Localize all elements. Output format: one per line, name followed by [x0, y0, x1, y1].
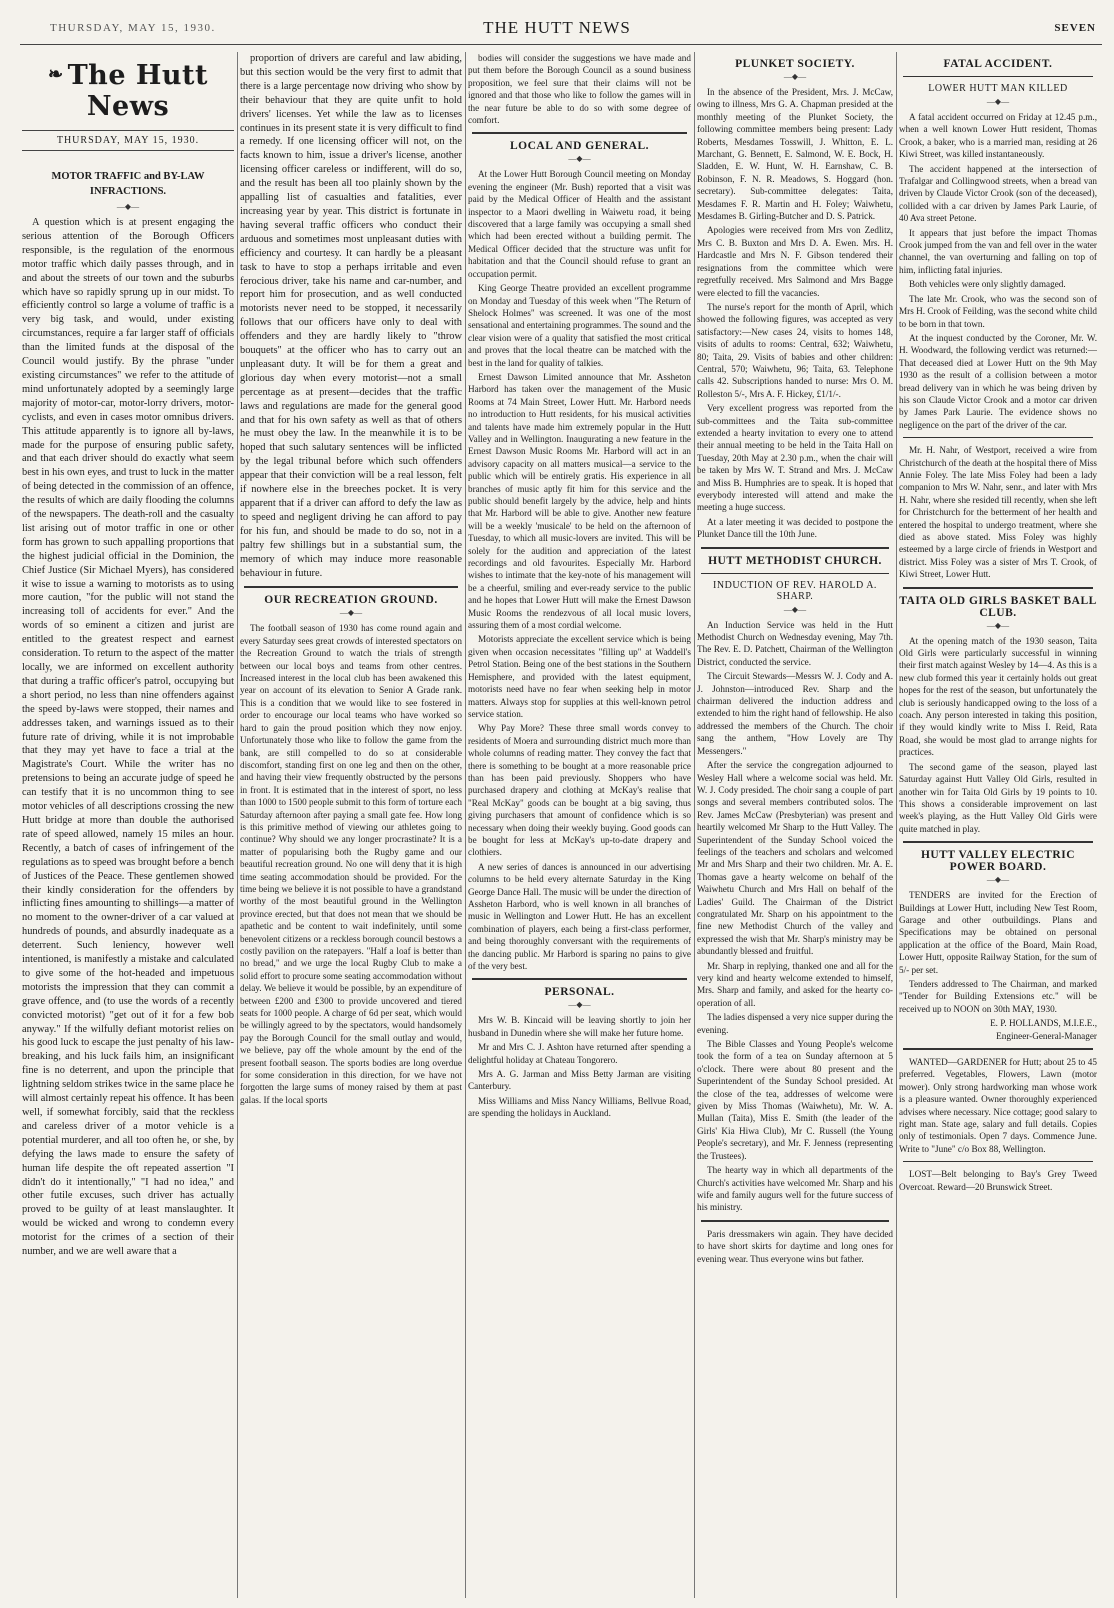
paragraph: WANTED—GARDENER for Hutt; about 25 to 45 preferred. Vegetables, Flowers, Lawn (motor mower). Only strong hardworking man whose work is a pleasure wanted. Owner thoroughly experienced advises where necessary. Nice cottage; good salary to right man. State age, salary and full details. Copies only of testimonials. Open 7 days. Commence June. Write to "June" c/o Box 88, Wellington.	[899, 1057, 1097, 1154]
paragraph: It appears that just before the impact Thomas Crook jumped from the van and fell over in the water channel, the van overturning and falling on top of him, inflicting fatal injuries.	[899, 227, 1097, 275]
paragraph: The hearty way in which all departments of the Church's activities have welcomed Mr. Sharp and his wife and family augurs well for the future success of his ministry.	[697, 1165, 893, 1213]
masthead	[22, 52, 234, 122]
fatal-accident-subheading: LOWER HUTT MAN KILLED	[928, 83, 1068, 94]
editorial-body	[22, 216, 234, 1259]
column-rule	[694, 52, 695, 1598]
section-rule	[903, 841, 1093, 843]
column-societies	[697, 52, 893, 1600]
paragraph: Paris dressmakers win again. They have decided to have short skirts for daytime and long ones for evening wear. Thus everyone wins but father.	[697, 1228, 893, 1264]
paragraph: bodies will consider the suggestions we have made and put them before the Borough Council as a sound business proposition, we feel sure that their claims will not be ignored and that those who like to follow the games will in the near future be able to do so with some degree of comfort.	[468, 53, 691, 126]
power-board-signature: E. P. HOLLANDS, M.I.E.E.,	[990, 1018, 1097, 1029]
paragraph: The Circuit Stewards—Messrs W. J. Cody and A. J. Johnston—introduced Rev. Sharp and the chairman delivered the induction address and extended to him the right hand of fellowship. He also addressed the members of the Church. The choir sang the anthem, "How Lovely are Thy Messengers."	[697, 671, 893, 756]
paragraph: TENDERS are invited for the Erection of Buildings at Lower Hutt, including New Test Room, Garage and other outbuildings. Plans and Specifications may be obtained on personal application at the office of the Board, Main Road, Lower Hutt, opposite Railway Station, for the sum of 5/- per set.	[899, 890, 1097, 975]
personal-body	[468, 1014, 691, 1119]
column-rule	[237, 52, 238, 1598]
section-rule	[701, 547, 889, 549]
ornament-divider: —◆—	[568, 154, 591, 164]
column-editorial-continued	[240, 52, 462, 1600]
section-rule	[701, 573, 889, 574]
paragraph: At the opening match of the 1930 season, Taita Old Girls were particularly successful in winning their first match against Wesley by 14—4. As this is a new club formed this year it certainly holds out great hopes for the rest of the season, but unfortunately the club is seriously handicapped owing to the loss of a coach. Any person interested in taking this position, if they would kindly write to Miss I. Reid, Rata Road, she would be most glad to arrange nights for practices.	[899, 635, 1097, 758]
paragraph: Motorists appreciate the excellent service which is being given when occasion necessitates "filling up" at Waddell's Petrol Station. Being one of the best stations in the Southern Hemisphere, and provided with the latest equipment, motorists need have no fear when seeking help in motor matters. Always stop for supplies at this well-known petrol service station.	[468, 634, 691, 719]
plunket-heading: PLUNKET SOCIETY.	[735, 58, 855, 70]
paragraph: The football season of 1930 has come round again and every Saturday sees great crowds of interested spectators on the Recreation Ground to watch the trials of strength between our local boys and teams from other centres. Increased interest in the local club has been awakened this year on account of its elevation to Senior A Grade rank. This is a condition that we would like to see fostered in order to encourage our local teams who have worked so hard to gain the proud position which they now enjoy. Unfortunately those who like to follow the game from the bank, are still compelled to do so at considerable discomfort, standing first on one leg and then on the other, and having their view frequently obstructed by the persons in front. It is estimated that in the interest of sport, no less than 1000 to 1500 people submit to this form of torture each Saturday afternoon after paying a small gate fee. How long is this primitive method of viewing our athletes going to continue? Why should we any longer procrastinate? It is a matter of popularising both the Rugby game and our beautiful recreation ground. No one will deny that it is high time seating accommodation should be provided. For the time being we believe it is not possible to have a grandstand worthy of the most beautiful ground in the Wellington province erected, but that does not mean that we should be apathetic and be content to wait indefinitely, until some benevolent citizens or a reckless borough council bestows a costly pavilion on the ratepayers. "Half a loaf is better than no bread," and we urge the local Rugby Club to make a solid effort to procure some seating accommodation without delay. We believe it would be possible, by an expenditure of between £200 and £300 to provide uncovered and tiered seats for 1000 people. A charge of 6d per seat, which would be willingly agreed to by the spectators, would handsomely pay the Borough Council for the small outlay and would, we believe, pay off the whole amount by the end of the present football season. The sports bodies are long overdue for some consideration in this direction, for we have not forgotten the large sums of money raised by them at past galas. If the local sports	[240, 623, 462, 1105]
taita-basketball-body	[899, 635, 1097, 836]
paragraph: King George Theatre provided an excellent programme on Monday and Tuesday of this week when "The Return of Shelock Holmes" was screened. It was one of the most sensational and entertaining programmes. The sound and the clear vision were of a quality that satisfied the most critical and proves that the local theatre can be matched with the best in the land for quality of talkies.	[468, 283, 691, 368]
header-rule	[20, 44, 1102, 45]
local-general-body	[468, 168, 691, 972]
paragraph: A question which is at present engaging the serious attention of the Borough Officers responsible, is the regulation of the enormous motor traffic which daily passes through, and in and about the streets of our town and the suburbs which have so rapidly sprung up in our midst. To efficiently control so large a volume of traffic is a very big task, and would, under existing circumstances, require a far larger staff of officials than the limited funds at the disposal of the Council would justify. By the phrase "under existing circumstances" we refer to the attitude of mind unfortunately adopted by a seemingly large majority of motor-car, motor-lorry drivers, motor-cyclists, and even in cases motor omnibus drivers. This attitude apparently is to ignore all by-laws, made for the purpose of ensuring public safety, and that each driver should do exactly what seem best in his own eyes, and trust to luck in the matter of being detected in the commission of an offence, the results of which are daily flooding the columns of the newspapers. The death-roll and the casualty list arising out of motor traffic in one or other form has grown to such appalling proportions that the highest judicial official in the Dominion, the Chief Justice (Sir Michael Myers), has considered it wise to issue a warning to motorists as to using more caution, "for the public will not stand the increasing toll of accidents for ever." And the words of so eminent a citizen and jurist are entitled to the greatest respect and earnest consideration. To return to the aspect of the matter locally, we are informed on excellent authority that during a traffic officer's patrol, occupying but a short period, no less than nine offenders against the speed by-laws were stopped, their names and addresses taken, and warnings issued as to their future rate of driving, while it is not improbable that they may yet have to face a trial at the Magistrate's Court. While the writer has no pretensions to being an accurate judge of speed he can testify that it is no uncommon thing to see motor vehicles of all descriptions crossing the new Hutt bridge at more than double the authorised rate of speed allowed, namely 15 miles an hour. Recently, a batch of cases of infringement of the regulations as to speed was brought before a bench of Justices of the Peace. These gentlemen showed their kindly consideration for the offenders by inflicting fines amounting to shillings—a matter of no moment to the owner-driver of a car valued at hundreds of pounds, and absurdly inadequate as a deterrent. Such leniency, however well intentioned, is manifestly a mistake and calculated to give some of the hot-headed and impetuous motorists the impression that they can commit a grave offence, and (to use the words of a recently convicted motorist) "get out of it for a few bob anyway." If the wilfully defiant motorist relies on his good luck to escape the just penalty of his law-breaking, and his luck fails him, an insignificant fine is no deterrent, and upon the principle that lightning seldom strikes twice in the same place he will almost certainly repeat his offence. It has been well, if somewhat forcibly, said that the reckless and careless driver of a motor vehicle is a potential murderer, and all too often he, or she, by defying the laws made to ensure the safety of human life despite the oft repeated assertion "I didn't do it intentionally," "I had no idea," and other futile excuses, such driver has actually proved to be guilty of at least manslaughter. It would be wicked and wrong to condemn every motorist for the crimes of a section of their number, and we are well aware that a	[22, 217, 234, 1258]
paragraph: Mr. Sharp in replying, thanked one and all for the very kind and hearty welcome extended to himself, Mrs. Sharp and family, and asked for the hearty co-operation of all.	[697, 960, 893, 1008]
paragraph: After the service the congregation adjourned to Wesley Hall where a welcome social was held. Mr. W. J. Cody presided. The choir sang a couple of part songs and several members contributed solos. The Rev. James McCaw (Presbyterian) was present and heartily welcomed Mr Sharp to the Hutt Valley. The Superintendent of the Sunday School voiced the feelings of the teachers and scholars and welcomed Mr and Mrs Sharp and their two children. Mr. A. E. Thomas gave a hearty welcome on behalf of the Waiwhetu Church and Mrs Hall on behalf of the Ladies' Guild. The Chairman of the District congratulated Mr. Sharp on his appointment to the fine new Methodist Church of the valley and expressed the wish that Mr. Sharp's ministry may be abundantly blessed and fruitful.	[697, 760, 893, 957]
paragraph: A new series of dances is announced in our advertising columns to be held every alternate Saturday in the King George Dance Hall. The music will be under the direction of Assheton Harbord, who is well known in all branches of music in Wellington and Lower Hutt. He has an excellent combination of players, each being a first-class performer, and being thoroughly conversant with the requirements of the dancing public. Mr Harbord is sparing no pains to give of the very best.	[468, 861, 691, 972]
power-board-body	[899, 889, 1097, 1015]
ornament-divider: —◆—	[986, 875, 1010, 885]
recreation-continued-body	[468, 52, 691, 126]
paris-note	[697, 1228, 893, 1265]
masthead-title: The Hutt News	[67, 60, 208, 122]
paragraph: The second game of the season, played last Saturday against Hutt Valley Old Girls, resulted in another win for Taita Old Girls by 19 points to 10. This shows a considerable improvement on last week's playing, as the Hutt Valley Old Girls were quite matched in play.	[899, 761, 1097, 834]
paragraph: At the inquest conducted by the Coroner, Mr. W. H. Woodward, the following verdict was returned:—That deceased died at Lower Hutt on the 9th May 1930 as the result of a collision between a motor bread delivery van in which he was being driven by his son Claude Victor Crook and a motor car driven by James Park Laurie. The evidence shows no negligence on the part of the driver of the car.	[899, 332, 1097, 430]
lost-ad	[899, 1168, 1097, 1193]
foley-notice-body	[899, 444, 1097, 580]
paragraph: Apologies were received from Mrs von Zedlitz, Mrs C. B. Buxton and Mrs D. A. Ewen. Mrs. H. Hardcastle and Mrs N. F. Gibson tendered their resignations from the committee which were regretfully received. Mrs Salmond and Mrs Bagge were elected to fill the vacancies.	[697, 225, 893, 298]
paragraph: In the absence of the President, Mrs. J. McCaw, owing to illness, Mrs G. A. Chapman presided at the monthly meeting of the Plunket Society, the following committee members being present: Lady Roberts, Mesdames Tosswill, J. Whitton, E. L. Marchant, G. Bennett, E. Salmond, W. E. Bock, H. Sladden, E. W. Hunt, W. H. Earnshaw, C. B. Robinson, F. N. R. Meadows, S. Hoggard (hon. secretary). Sub-committee delegates: Taita, Mesdames F. R. Martin and H. Foley; Waiwhetu, Mesdames B. Girling-Butcher and D. S. Patrick.	[697, 87, 893, 222]
paragraph: Miss Williams and Miss Nancy Williams, Bellvue Road, are spending the holidays in Auckland.	[468, 1095, 691, 1119]
paragraph: A fatal accident occurred on Friday at 12.45 p.m., when a well known Lower Hutt resident, Thomas Crook, a baker, who is a married man, residing at 26 Kiwi Street, was killed instantaneously.	[899, 112, 1097, 160]
ornament-divider: —◆—	[783, 604, 807, 614]
paragraph: At the Lower Hutt Borough Council meeting on Monday evening the engineer (Mr. Bush) reported that a visit was paid by the Medical Officer of Health and the assistant inspector to a Maori dwelling in Waiwetu road, it being discovered that a large family was occupying a small shed which had been erected without a building permit. The Medical Officer decided that the structure was unfit for habitation and that the Council should refuse to grant an occupation permit.	[468, 169, 691, 279]
recreation-heading: OUR RECREATION GROUND.	[264, 594, 438, 607]
recreation-body	[240, 622, 462, 1106]
paragraph: Both vehicles were only slightly damaged.	[909, 279, 1066, 290]
paragraph: Mr and Mrs C. J. Ashton have returned after spending a delightful holiday at Chateau Tongorero.	[468, 1042, 691, 1065]
paragraph: At a later meeting it was decided to postpone the Plunket Dance till the 10th June.	[697, 516, 893, 540]
section-rule	[472, 132, 687, 134]
column-editorial	[22, 52, 234, 1600]
paragraph: Ernest Dawson Limited announce that Mr. Assheton Harbord has taken over the management of the Music Rooms at 74 Main Street, Lower Hutt. Mr. Harbord needs no introduction to Hutt residents, for his musical activities and talents have made him extremely popular in the Hutt Valley and in Wellington. Inaugurating a new feature in the Ernest Dawson Music Rooms Mr. Harbord will act in an advisory capacity on all matters musical—a service to the public which will be entirely gratis. His experience in all branches of music aptly fit him for this service and the public should benefit largely by the advice, help and hints that Mr. Harbord will be able to give. Another new feature will be a weekly 'musicale' to be held on the afternoon of Tuesday, to which all music-lovers are invited. This will be solely for the audition and appreciation of the latest recordings and old favourites. Especially Mr. Harbord wishes to intimate that the key-note of his management will be a cheerful, smiling and ever-ready service to the public and he hopes that Lower Hutt will make the Ernest Dawson Music Rooms the rendezvous of all local music lovers, assuring them of a most cordial welcome.	[468, 371, 691, 631]
column-news	[899, 52, 1097, 1600]
paragraph: An Induction Service was held in the Hutt Methodist Church on Wednesday evening, May 7th. The Rev. E. D. Patchett, Chairman of the Wellington District, conducted the service.	[697, 619, 893, 667]
section-rule	[903, 1048, 1093, 1050]
section-rule	[244, 586, 458, 588]
fatal-accident-heading: FATAL ACCIDENT.	[943, 58, 1053, 70]
header-date: THURSDAY, MAY 15, 1930.	[50, 22, 216, 34]
paragraph: The accident happened at the intersection of Trafalgar and Collingwood streets, when a bread van driven by Claude Victor Crook (son of the deceased), collided with a car driven by James Park Laurie, of 40 Ava street Petone.	[899, 163, 1097, 224]
ornament-divider: —◆—	[986, 620, 1010, 630]
paragraph: Mrs W. B. Kincaid will be leaving shortly to join her husband in Dunedin where she will make her future home.	[468, 1015, 691, 1038]
methodist-subheading: INDUCTION OF REV. HAROLD A. SHARP.	[713, 579, 877, 602]
paragraph: The late Mr. Crook, who was the second son of Mrs H. Crook of Feilding, was the second white child to be born in that town.	[899, 293, 1097, 329]
section-rule	[903, 1161, 1093, 1162]
ornament-divider: —◆—	[116, 202, 140, 211]
column-rule	[896, 52, 897, 1598]
section-rule	[903, 587, 1093, 589]
paragraph: Mr. H. Nahr, of Westport, received a wire from Christchurch of the death at the hospital there of Miss Annie Foley. The late Miss Foley had been a lady companion to Mrs W. Nahr, senr., and later with Mrs H. Nahr, where she resided till recently, when she left for Christchurch for the betterment of her health and entered the hospital to undergo treatment, where she died as above stated. Miss Foley was highly esteemed by a large circle of friends in Westport and district. Miss Foley was a sister of Mrs T. Crook, of Kiwi Street, Lower Hutt.	[899, 445, 1097, 580]
paragraph: LOST—Belt belonging to Bay's Grey Tweed Overcoat. Reward—20 Brunswick Street.	[899, 1169, 1097, 1192]
power-board-signature-title: Engineer-General-Manager	[996, 1030, 1097, 1041]
paragraph: The nurse's report for the month of April, which showed the following figures, was accepted as very satisfactory:—New cases 24, visits to homes 148, visits of adults to rooms: Central, 632; Waiwhetu, 80; Taita, 29. Visits of babies and other children: Central, 570; Waiwhetu, 96; Taita, 63. Telephone calls 42. Subscriptions handed to nurse: Mrs O. M. Rolleston 5/-, Mrs A. F. Hickey, £1/1/-.	[697, 301, 893, 399]
paragraph: proportion of drivers are careful and law abiding, but this section would be the very first to admit that there is a large percentage now driving who show by their behaviour that they are quite unfit to hold drivers' licenses. Yet while the law as to licenses continues in its present state it is very difficult to find a remedy. If one licensing officer will not, on the facts known to him, issue a driver's license, another licensing officer careless or indifferent, will do so, and the result has been all too plainly shown by the appalling list of casualties and fatalities, ever increasing year by year. This district is fortunate in having several traffic officers who conduct their arduous and sometimes most unpleasant duties with efficiency and courtesy. It can hardly be a pleasant task to have to stop a perhaps irritable and even ferocious driver, take his name and car-number, and report him for prosecution, and as well conducted motorists never need to be stopped, it necessarily follows that our officers have only to deal with offenders and they are hardly likely to "throw bouquets" at the officer who has to carry out an unpleasant duty. It will be for them a great and glorious day when every motorist—not a small percentage as at present—decides that the traffic laws and regulations are made for the general good and that for his own safety as well as that of others he must obey the law. In the meanwhile it is to be hoped that such salutary sentences will be inflicted by the legal tribunal before which such offenders appear that their conviction will be a real lesson, felt if nowhere else in the breeches pocket. It is very apparent that if a driver can afford to defy the law as to speed and negligent driving he can afford to pay for his fun, and should be made to do so, not in a paltry few shillings but in a substantial sum, the memory of which may induce more reasonable behaviour in future.	[240, 53, 462, 579]
masthead-date: THURSDAY, MAY 15, 1930.	[22, 130, 234, 151]
personal-heading: PERSONAL.	[544, 986, 615, 999]
editorial-continued-body	[240, 52, 462, 580]
ornament-divider: —◆—	[783, 72, 807, 81]
editorial-heading: MOTOR TRAFFIC and BY-LAW INFRACTIONS.	[51, 171, 205, 197]
header-page-number: SEVEN	[1054, 22, 1096, 34]
page-header	[0, 0, 1114, 44]
plunket-body	[697, 86, 893, 541]
column-rule	[465, 52, 466, 1598]
local-general-heading: LOCAL AND GENERAL.	[509, 140, 650, 153]
ornament-divider: —◆—	[568, 1000, 591, 1010]
ornament-divider: —◆—	[339, 608, 363, 618]
paragraph: Very excellent progress was reported from the sub-committees and the Taita sub-committee extended a hearty invitation to every one to attend their annual meeting to be held in the Taita Hall on Tuesday, 20th May at 2.30 p.m., when the chair will be taken by Mrs W. T. Strand and Mrs. J. McCaw and Miss B. Humphries are to speak. It is hoped that everybody interested will attend and make the meeting a huge success.	[697, 403, 893, 513]
section-rule	[701, 1220, 889, 1222]
paragraph: The ladies dispensed a very nice supper during the evening.	[697, 1012, 893, 1035]
masthead-ornament: ❧	[48, 64, 64, 85]
section-rule	[903, 76, 1093, 77]
fatal-accident-body	[899, 111, 1097, 431]
taita-basketball-heading: TAITA OLD GIRLS BASKET BALL CLUB.	[899, 594, 1097, 619]
paragraph: The Bible Classes and Young People's welcome took the form of a tea on Sunday afternoon at 5 o'clock. There were about 80 present and the Superintendent of the Sunday School presided. At the close of the tea, addresses of welcome were given by Miss Thomas (Waiwhetu), Mr. W. A. Mullan (Taita), Miss E. Smith (the leader of the Girls' Kia Hiwa Club), Mr C. Russell (the Young People's secretary), and Mr. F. Jenness (representing the Trustees).	[697, 1039, 893, 1161]
methodist-body	[697, 619, 893, 1214]
wanted-ad	[899, 1056, 1097, 1155]
section-rule	[472, 978, 687, 980]
methodist-heading: HUTT METHODIST CHURCH.	[708, 554, 882, 567]
power-board-heading: HUTT VALLEY ELECTRIC POWER BOARD.	[920, 849, 1075, 874]
paragraph: Why Pay More? These three small words convey to residents of Moera and surrounding district much more than whole columns of reading matter. They convey the fact that there is something to be bought at a more reasonable price than has been paid previously. Shoppers who have purchased drapery and clothing at McKay's realise that "Real McKay" goods can be bought at a big saving, thus giving purchasers that amount of confidence which is so necessary when doing their weekly buying. Good goods can be bought for less at McKay's up-to-date drapery and clothiers.	[468, 723, 691, 858]
ornament-divider: —◆—	[986, 97, 1010, 106]
paragraph: Mrs A. G. Jarman and Miss Betty Jarman are visiting Canterbury.	[468, 1069, 691, 1092]
column-local	[468, 52, 691, 1600]
section-rule	[903, 437, 1093, 438]
paragraph: Tenders addressed to The Chairman, and marked "Tender for Building Extensions etc." will be received up to NOON on 30th MAY, 1930.	[899, 978, 1097, 1014]
header-title: THE HUTT NEWS	[483, 18, 631, 37]
